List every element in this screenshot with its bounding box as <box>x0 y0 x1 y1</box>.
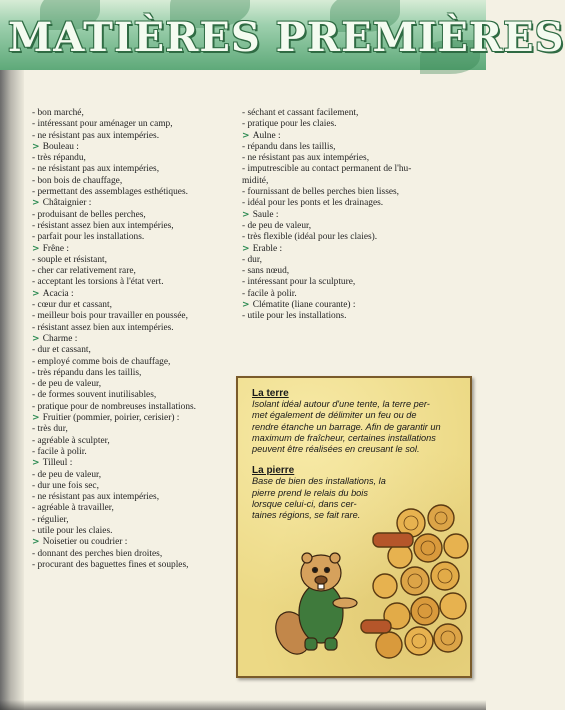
property-line: - ne résistant pas aux intempéries, <box>242 153 370 164</box>
property-line: - très dur, <box>32 424 68 435</box>
property-line: - intéressant pour la sculpture, <box>242 277 356 288</box>
terre-text-line: rendre étanche un barrage. Afin de garantir un <box>252 421 441 432</box>
pierre-text-line: Base de bien des installations, la <box>252 476 386 487</box>
pierre-text-line: pierre prend le relais du bois <box>252 487 368 498</box>
property-line: - donnant des perches bien droites, <box>32 548 163 559</box>
wood-species-heading: > Châtaignier : <box>32 198 242 209</box>
wood-species-heading: > Bouleau : <box>32 142 242 153</box>
right-text-column <box>242 108 462 323</box>
property-line: - produisant de belles perches, <box>32 209 146 220</box>
wood-species-heading: > Clématite (liane courante) : <box>242 300 462 311</box>
property-line: - parfait pour les installations. <box>32 232 145 243</box>
property-line: - fournissant de belles perches bien lisses, <box>242 187 399 198</box>
property-line: - imputrescible au contact permanent de l'hu- <box>242 164 412 175</box>
property-line: - acceptant les torsions à l'état vert. <box>32 277 164 288</box>
header-banner <box>0 0 565 70</box>
terre-text-line: Isolant idéal autour d'une tente, la terre per- <box>252 399 430 410</box>
terre-text-line: peuvent être réalisées en creusant le sol. <box>252 444 420 455</box>
property-line: - procurant des baguettes fines et souples, <box>32 559 189 570</box>
property-line: - cœur dur et cassant, <box>32 300 112 311</box>
property-line: - employé comme bois de chauffage, <box>32 356 171 367</box>
property-line: - dur une fois sec, <box>32 480 99 491</box>
info-box-terre-pierre <box>236 376 472 678</box>
terre-heading: La terre <box>252 388 289 399</box>
wood-species-heading: > Erable : <box>242 244 462 255</box>
property-line: - ne résistant pas aux intempéries, <box>32 164 160 175</box>
terre-text-line: met également de délimiter un feu ou de <box>252 410 417 421</box>
property-line: - régulier, <box>32 514 69 525</box>
property-line: - bon bois de chauffage, <box>32 175 123 186</box>
property-line: - sans nœud, <box>242 266 290 277</box>
pierre-heading: La pierre <box>252 465 295 477</box>
property-line: - utile pour les installations. <box>242 311 347 322</box>
property-line: - cher car relativement rare, <box>32 266 136 277</box>
property-line: - meilleur bois pour travailler en poussée, <box>32 311 188 322</box>
terre-text-line: maximum de fraîcheur, certaines installations <box>252 432 436 443</box>
page-bottom-shadow <box>0 700 486 710</box>
pierre-text-line: taines régions, se fait rare. <box>252 510 361 521</box>
property-line: - idéal pour les ponts et les drainages. <box>242 198 384 209</box>
property-line: - permettant des assemblages esthétiques. <box>32 187 188 198</box>
page-title: MATIÈRES PREMIÈRES <box>8 14 565 61</box>
wood-species-heading: > Tilleul : <box>32 458 242 469</box>
left-text-column <box>32 108 242 571</box>
wood-species-heading: > Frêne : <box>32 244 242 255</box>
property-line: - de formes souvent inutilisables, <box>32 390 157 401</box>
property-line: - intéressant pour aménager un camp, <box>32 119 173 130</box>
property-line: - séchant et cassant facilement, <box>242 108 359 118</box>
property-line: - résistant assez bien aux intempéries, <box>32 220 174 231</box>
property-line: - utile pour les claies. <box>32 525 113 536</box>
property-line: - facile à polir. <box>32 446 87 457</box>
property-line: - de peu de valeur, <box>242 220 312 231</box>
property-line: - souple et résistant, <box>32 254 107 265</box>
property-line: - dur et cassant, <box>32 345 91 356</box>
property-line: - très répandu dans les taillis, <box>32 367 142 378</box>
page-binding-shadow <box>0 0 24 710</box>
wood-species-heading: > Fruitier (pommier, poirier, cerisier) : <box>32 413 242 424</box>
property-line: - dur, <box>242 254 262 265</box>
property-line: - pratique pour les claies. <box>242 119 337 130</box>
wood-species-heading: > Aulne : <box>242 131 462 142</box>
beaver-log-pile-illustration <box>353 478 468 673</box>
property-line: - résistant assez bien aux intempéries. <box>32 322 174 333</box>
property-line: - ne résistant pas aux intempéries, <box>32 492 160 503</box>
property-line: - agréable à travailler, <box>32 503 114 514</box>
property-line: - très répandu, <box>32 153 86 164</box>
property-line: midité, <box>242 175 269 186</box>
property-line: - agréable à sculpter, <box>32 435 110 446</box>
wood-species-heading: > Charme : <box>32 334 242 345</box>
wood-species-heading: > Saule : <box>242 210 462 221</box>
property-line: - bon marché, <box>32 108 84 118</box>
property-line: - répandu dans les taillis, <box>242 141 336 152</box>
property-line: - facile à polir. <box>242 288 297 299</box>
wood-species-heading: > Noisetier ou coudrier : <box>32 537 242 548</box>
property-line: - pratique pour de nombreuses installations. <box>32 401 197 412</box>
pierre-text-line: lorsque celui-ci, dans cer- <box>252 498 357 509</box>
property-line: - de peu de valeur, <box>32 379 102 390</box>
wood-species-heading: > Acacia : <box>32 289 242 300</box>
property-line: - ne résistant pas aux intempéries. <box>32 130 160 141</box>
property-line: - très flexible (idéal pour les claies). <box>242 232 378 243</box>
property-line: - de peu de valeur, <box>32 469 102 480</box>
